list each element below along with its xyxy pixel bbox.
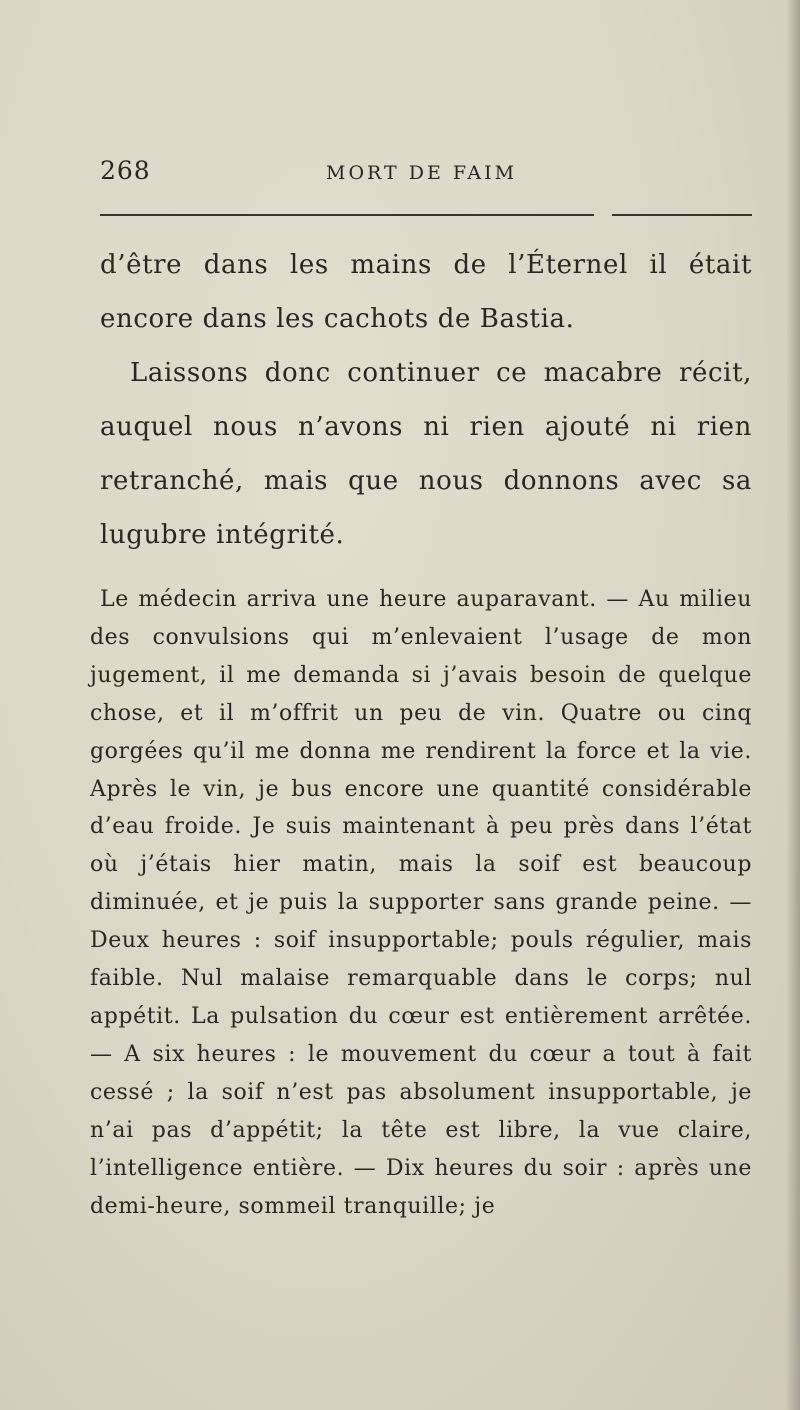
paragraph-intro: Laissons donc continuer ce macabre récit, auquel nous n’avons ni rien ajouté ni rien retranché, mais que nous donnons avec sa lugubre intégrité. (100, 358, 752, 550)
header-rule-segment (612, 214, 752, 216)
quoted-journal (90, 581, 752, 1225)
page-number: 268 (100, 156, 151, 185)
paragraph-continuation: d’être dans les mains de l’Éternel il était encore dans les cachots de Bastia. (100, 250, 752, 334)
intro-text (100, 238, 752, 562)
running-title: MORT DE FAIM (326, 162, 518, 184)
header-rule (100, 214, 594, 216)
journal-paragraph: Le médecin arriva une heure auparavant. — Au milieu des convulsions qui m’enlevaient l’usage de mon jugement, il me demanda si j’avais besoin de quelque chose, et il m’offrit un peu de vin. Quatre ou cinq gorgées qu’il me donna me rendirent la force et la vie. Après le vin, je bus encore une quantité considérable d’eau froide. Je suis maintenant à peu près dans l’état où j’étais hier matin, mais la soif est beaucoup diminuée, et je puis la supporter sans grande peine. — Deux heures : soif insupportable; pouls régulier, mais faible. Nul malaise remarquable dans le corps; nul appétit. La pulsation du cœur est entièrement arrêtée. — A six heures : le mouvement du cœur a tout à fait cessé ; la soif n’est pas absolument insupportable, je n’ai pas d’appétit; la tête est libre, la vue claire, l’intelligence entière. — Dix heures du soir : après une demi-heure, sommeil tranquille; je (90, 587, 752, 1219)
page-edge-shadow (786, 0, 800, 1410)
